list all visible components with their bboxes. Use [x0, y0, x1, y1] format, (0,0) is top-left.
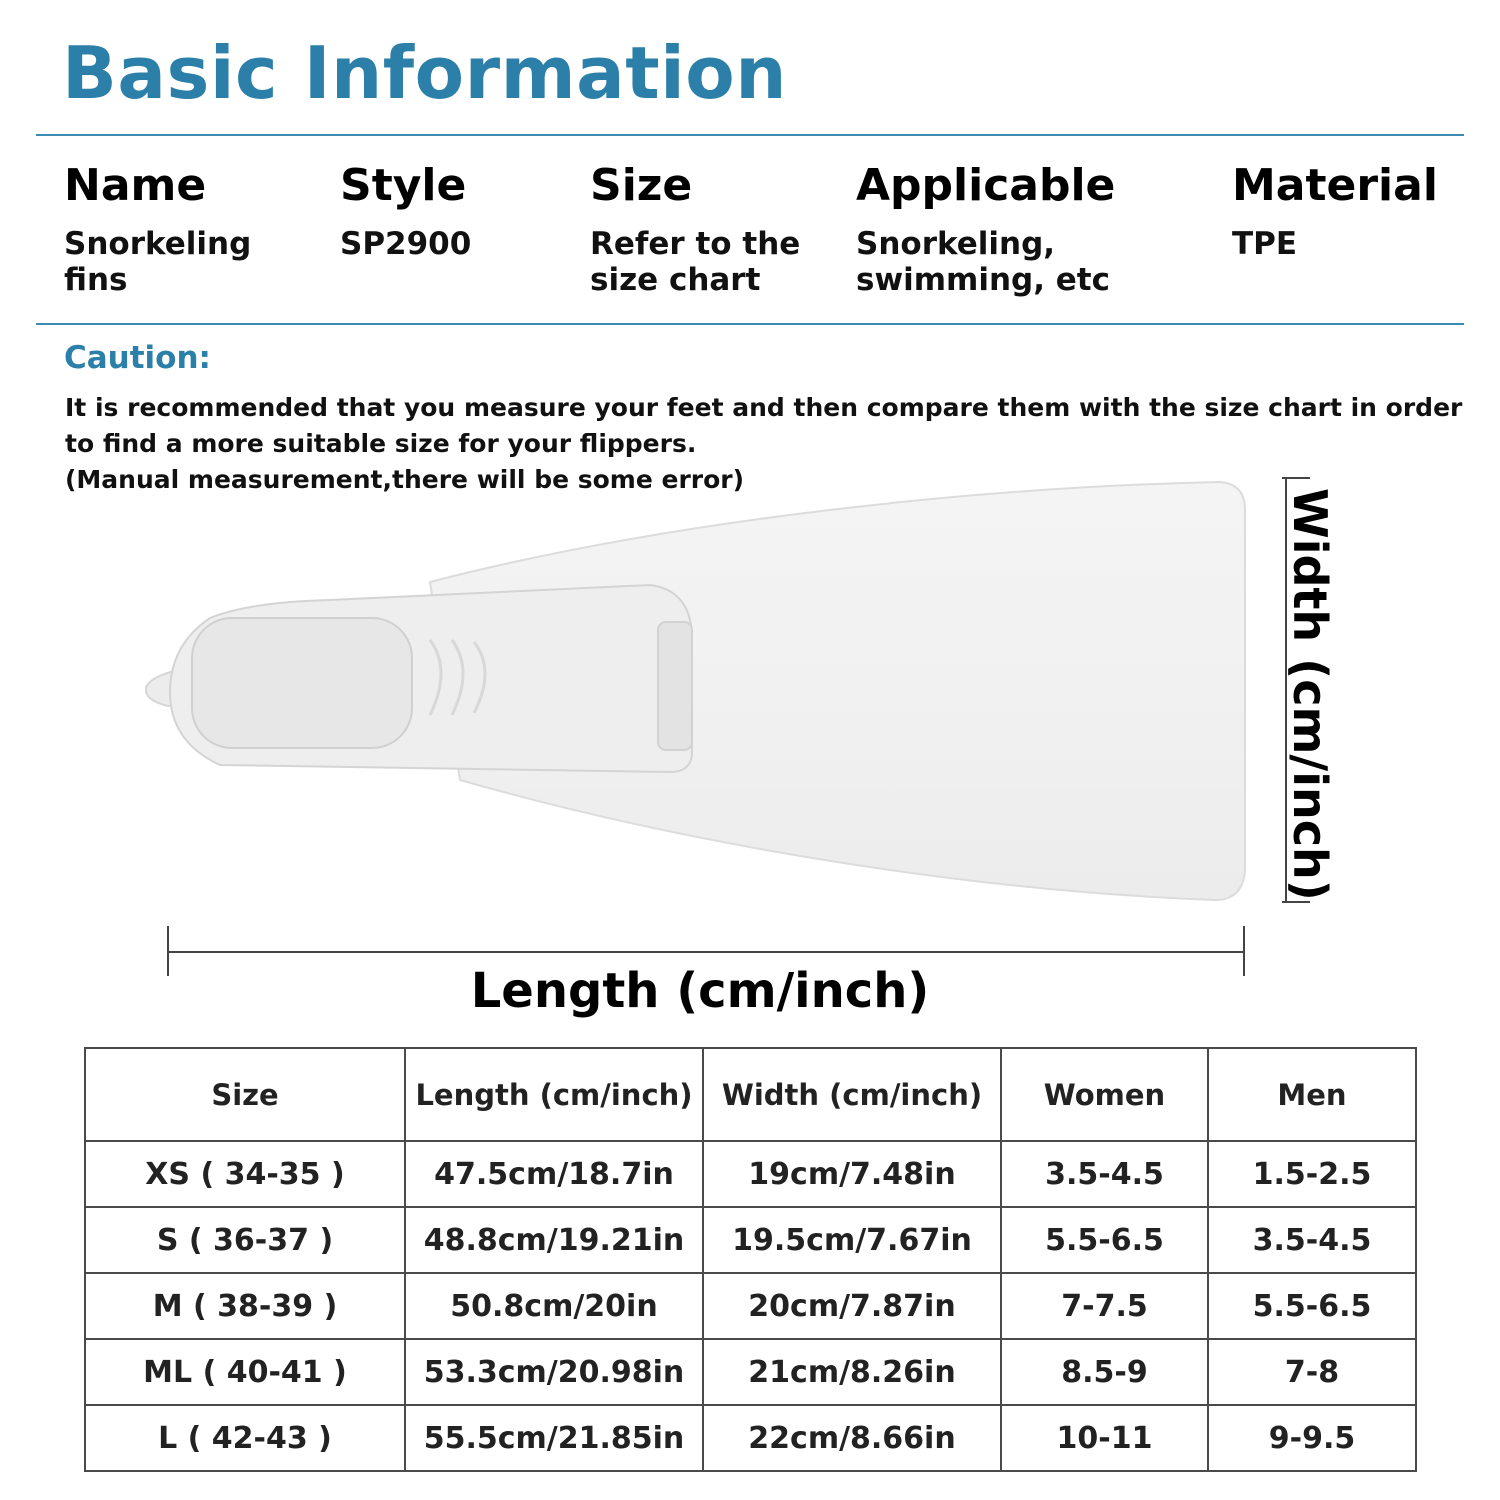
header-width: Width (cm/inch) — [703, 1048, 1001, 1141]
header-women: Women — [1001, 1048, 1208, 1141]
top-divider — [36, 134, 1464, 136]
cell-men: 5.5-6.5 — [1208, 1273, 1416, 1339]
table-header-row — [85, 1048, 1416, 1141]
cell-size: ML ( 40-41 ) — [85, 1339, 405, 1405]
cell-women: 7-7.5 — [1001, 1273, 1208, 1339]
info-applicable — [856, 158, 1186, 298]
caution-title: Caution: — [64, 340, 211, 376]
cell-size: M ( 38-39 ) — [85, 1273, 405, 1339]
cell-size: L ( 42-43 ) — [85, 1405, 405, 1471]
cell-length: 47.5cm/18.7in — [405, 1141, 703, 1207]
bottom-divider — [36, 323, 1464, 325]
cell-length: 48.8cm/19.21in — [405, 1207, 703, 1273]
cell-men: 1.5-2.5 — [1208, 1141, 1416, 1207]
table-row — [85, 1405, 1416, 1471]
info-name — [64, 158, 314, 298]
size-chart-table — [84, 1047, 1417, 1472]
info-name-value: Snorkeling fins — [64, 226, 252, 298]
info-size-value: Refer to the size chart — [590, 226, 801, 298]
cell-width: 22cm/8.66in — [703, 1405, 1001, 1471]
cell-width: 19cm/7.48in — [703, 1141, 1001, 1207]
cell-women: 10-11 — [1001, 1405, 1208, 1471]
cell-width: 21cm/8.26in — [703, 1339, 1001, 1405]
header-men: Men — [1208, 1048, 1416, 1141]
info-style-value: SP2900 — [340, 226, 472, 262]
cell-size: XS ( 34-35 ) — [85, 1141, 405, 1207]
info-material — [1232, 158, 1472, 262]
table-row — [85, 1339, 1416, 1405]
cell-size: S ( 36-37 ) — [85, 1207, 405, 1273]
table-row — [85, 1273, 1416, 1339]
cell-width: 19.5cm/7.67in — [703, 1207, 1001, 1273]
caution-line-3: (Manual measurement,there will be some error) — [65, 465, 745, 494]
toe-window — [658, 622, 692, 750]
page-title: Basic Information — [62, 31, 788, 115]
info-style — [340, 158, 570, 262]
cell-length: 55.5cm/21.85in — [405, 1405, 703, 1471]
info-name-label: Name — [64, 160, 207, 211]
info-applicable-label: Applicable — [856, 160, 1116, 211]
table-row — [85, 1141, 1416, 1207]
caution-line-1: It is recommended that you measure your feet and then compare them with the size chart in order — [65, 393, 1463, 422]
info-applicable-value: Snorkeling, swimming, etc — [856, 226, 1110, 298]
cell-men: 3.5-4.5 — [1208, 1207, 1416, 1273]
cell-women: 3.5-4.5 — [1001, 1141, 1208, 1207]
foot-pocket-opening — [192, 618, 412, 748]
cell-women: 5.5-6.5 — [1001, 1207, 1208, 1273]
cell-men: 9-9.5 — [1208, 1405, 1416, 1471]
caution-line-2: to find a more suitable size for your flippers. — [65, 429, 697, 458]
fin-illustration — [130, 470, 1330, 990]
header-length: Length (cm/inch) — [405, 1048, 703, 1141]
cell-men: 7-8 — [1208, 1339, 1416, 1405]
info-style-label: Style — [340, 160, 467, 211]
cell-width: 20cm/7.87in — [703, 1273, 1001, 1339]
cell-length: 53.3cm/20.98in — [405, 1339, 703, 1405]
cell-women: 8.5-9 — [1001, 1339, 1208, 1405]
width-label: Width (cm/inch) — [1283, 488, 1337, 901]
info-size — [590, 158, 840, 298]
length-label: Length (cm/inch) — [470, 963, 930, 1019]
table-row — [85, 1207, 1416, 1273]
info-size-label: Size — [590, 160, 693, 211]
info-material-label: Material — [1232, 160, 1438, 211]
header-size: Size — [85, 1048, 405, 1141]
info-material-value: TPE — [1232, 226, 1298, 262]
cell-length: 50.8cm/20in — [405, 1273, 703, 1339]
